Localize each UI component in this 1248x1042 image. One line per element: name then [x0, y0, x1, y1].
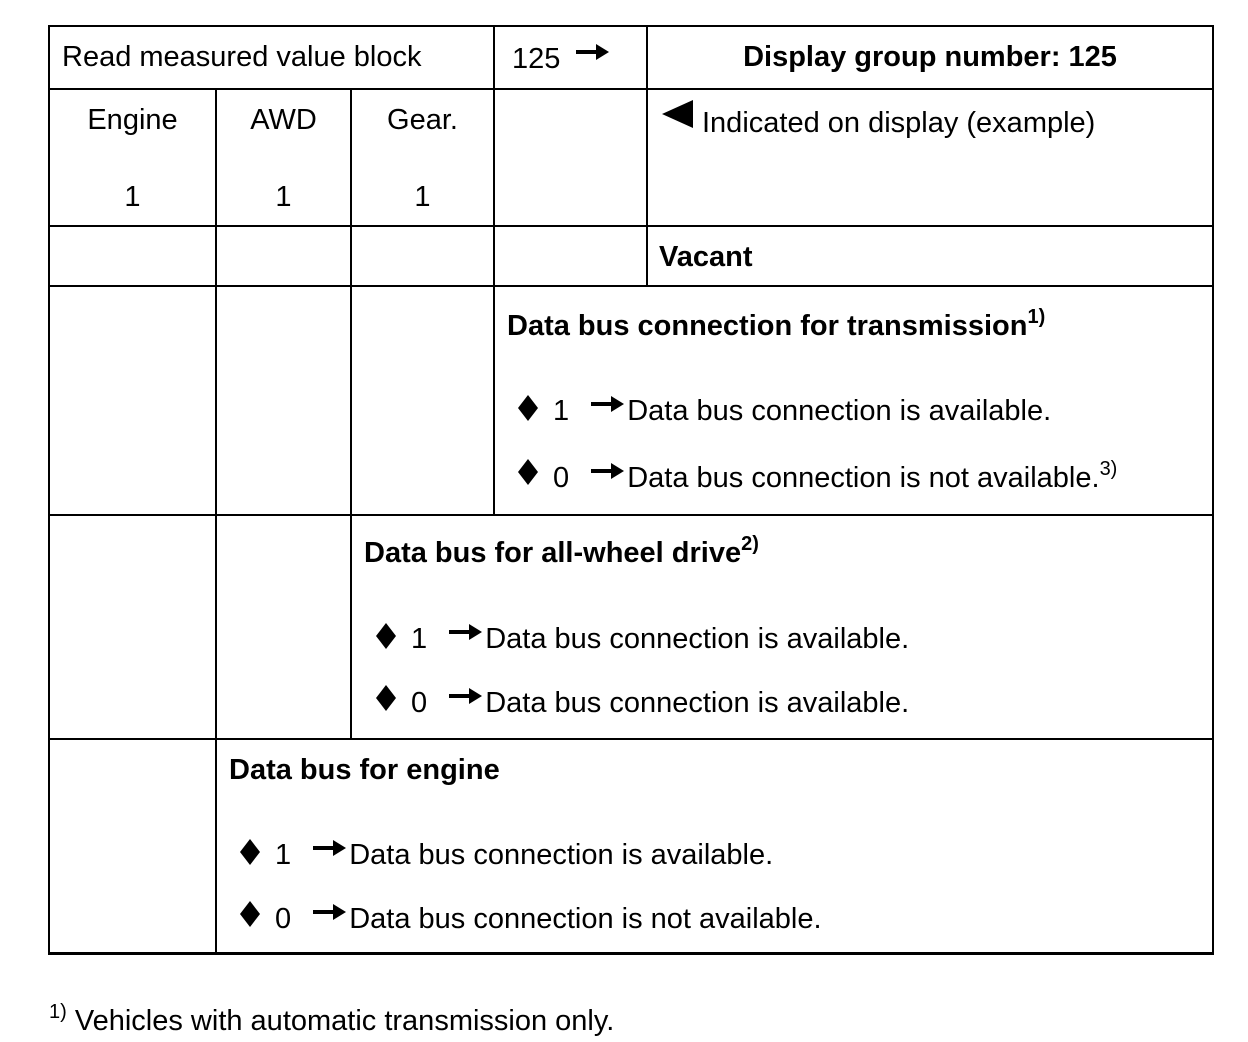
- border-row2: [48, 225, 1214, 227]
- border-col-gear: [493, 25, 495, 515]
- block-label: Read measured value block: [62, 41, 422, 73]
- right-arrow-icon: [449, 622, 483, 642]
- border-top: [48, 25, 1214, 27]
- diamond-bullet-icon: [240, 901, 260, 927]
- border-left: [48, 25, 50, 954]
- awd-bus-row-2-value: 0: [411, 687, 428, 719]
- display-group-title: Display group number: 125: [743, 41, 1117, 73]
- transmission-row-2: [553, 458, 1118, 495]
- diamond-bullet-icon: [240, 839, 260, 865]
- col-awd-label: AWD: [250, 104, 317, 136]
- right-arrow-icon: [449, 686, 483, 706]
- awd-bus-title: [364, 533, 759, 570]
- transmission-row-2-note: 3): [1099, 458, 1118, 480]
- awd-bus-row-2-text: Data bus connection is available.: [485, 687, 910, 719]
- transmission-row-1: [553, 394, 1051, 428]
- col-engine-value: 1: [124, 181, 141, 213]
- transmission-row-1-value: 1: [553, 395, 570, 427]
- border-row5: [48, 738, 1214, 740]
- transmission-row-1-text: Data bus connection is available.: [627, 395, 1052, 427]
- block-value-cell: [512, 42, 610, 76]
- awd-bus-title-text: Data bus for all-wheel drive: [364, 537, 742, 569]
- transmission-row-2-text: Data bus connection is not available.: [627, 462, 1100, 494]
- transmission-row-2-value: 0: [553, 462, 570, 494]
- col-awd-value: 1: [275, 181, 292, 213]
- awd-bus-row-1: [411, 622, 909, 656]
- diamond-bullet-icon: [518, 459, 538, 485]
- engine-bus-row-1: [275, 838, 773, 872]
- engine-bus-title: Data bus for engine: [229, 754, 500, 786]
- vacant-label: Vacant: [659, 241, 753, 273]
- awd-bus-row-1-text: Data bus connection is available.: [485, 623, 910, 655]
- diamond-bullet-icon: [376, 685, 396, 711]
- transmission-title-text: Data bus connection for transmission: [507, 310, 1028, 342]
- diamond-bullet-icon: [376, 623, 396, 649]
- border-row1: [48, 88, 1214, 90]
- footnote: [49, 1001, 615, 1038]
- diamond-bullet-icon: [518, 395, 538, 421]
- border-col-engine: [215, 88, 217, 954]
- engine-bus-row-2-value: 0: [275, 903, 292, 935]
- col-gear-value: 1: [414, 181, 431, 213]
- footnote-marker: 1): [49, 1001, 67, 1023]
- right-arrow-icon: [576, 42, 610, 62]
- col-engine-label: Engine: [87, 104, 178, 136]
- right-arrow-icon: [591, 461, 625, 481]
- indicated-text: Indicated on display (example): [702, 107, 1096, 139]
- right-arrow-icon: [313, 838, 347, 858]
- border-row3: [48, 285, 1214, 287]
- border-right: [1212, 25, 1214, 954]
- col-gear-label: Gear.: [387, 104, 458, 136]
- awd-bus-title-note: 2): [741, 533, 759, 555]
- border-bottom: [48, 952, 1214, 955]
- border-row4: [48, 514, 1214, 516]
- engine-bus-row-1-value: 1: [275, 839, 292, 871]
- engine-bus-row-2: [275, 902, 822, 936]
- right-arrow-icon: [313, 902, 347, 922]
- footnote-text: Vehicles with automatic transmission only.: [74, 1005, 615, 1037]
- indicated-cell: [662, 106, 1095, 140]
- transmission-title-note: 1): [1027, 306, 1046, 328]
- left-triangle-icon: [662, 100, 694, 130]
- right-arrow-icon: [591, 394, 625, 414]
- awd-bus-row-1-value: 1: [411, 623, 428, 655]
- engine-bus-row-2-text: Data bus connection is not available.: [349, 903, 822, 935]
- engine-bus-row-1-text: Data bus connection is available.: [349, 839, 774, 871]
- awd-bus-row-2: [411, 686, 909, 720]
- transmission-title: [507, 306, 1046, 343]
- block-value: 125: [512, 43, 561, 75]
